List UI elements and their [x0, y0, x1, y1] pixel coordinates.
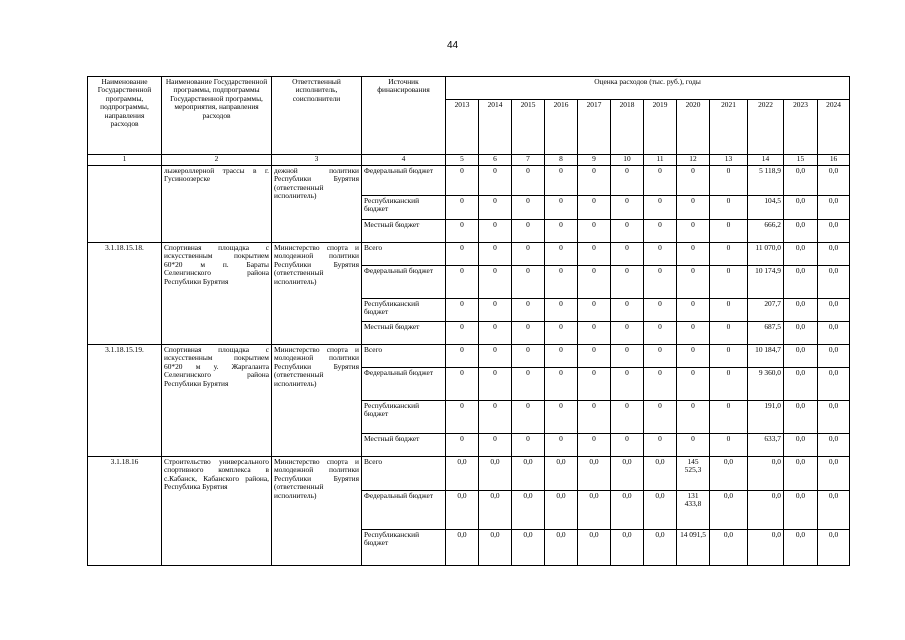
expense-value: 0 — [545, 243, 578, 266]
column-number: 6 — [479, 155, 512, 166]
expense-value: 0 — [644, 299, 677, 322]
expense-value: 0,0 — [512, 457, 545, 491]
expense-value: 0 — [611, 434, 644, 457]
expense-value: 0,0 — [748, 457, 784, 491]
expense-value: 0 — [578, 322, 611, 345]
funding-source: Всего — [362, 345, 446, 368]
funding-source: Федеральный бюджет — [362, 166, 446, 196]
expense-value: 0 — [644, 196, 677, 220]
expense-value: 5 118,9 — [748, 166, 784, 196]
expense-value: 0 — [644, 434, 677, 457]
funding-source: Местный бюджет — [362, 220, 446, 243]
program-code: 3.1.18.15.19. — [88, 345, 162, 457]
event-name: Спортивная площадка с искусственным покрытием 60*20 м у. Жаргаланта Селенгинского района Республики Бурятия — [162, 345, 272, 457]
expense-value: 0 — [446, 322, 479, 345]
table-row — [88, 345, 850, 368]
expense-value: 0 — [446, 299, 479, 322]
expense-value: 0,0 — [446, 530, 479, 566]
expense-value: 0 — [644, 266, 677, 299]
expense-value: 0 — [710, 196, 748, 220]
header-source: Источник финансирования — [362, 77, 446, 155]
expense-value: 0,0 — [818, 345, 850, 368]
expense-value: 0,0 — [545, 530, 578, 566]
column-number: 5 — [446, 155, 479, 166]
expense-value: 0,0 — [784, 368, 818, 401]
header-year: 2013 — [446, 100, 479, 155]
expense-value: 0,0 — [512, 530, 545, 566]
expense-value: 0 — [611, 299, 644, 322]
expense-value: 0 — [446, 401, 479, 434]
header-year: 2018 — [611, 100, 644, 155]
expense-value: 0 — [512, 368, 545, 401]
expense-value: 0 — [677, 345, 710, 368]
header-year: 2016 — [545, 100, 578, 155]
expense-value: 0 — [710, 368, 748, 401]
expense-value: 0 — [479, 266, 512, 299]
expense-value: 0,0 — [644, 491, 677, 530]
header-year: 2019 — [644, 100, 677, 155]
program-code: 3.1.18.15.18. — [88, 243, 162, 345]
expense-value: 0,0 — [479, 530, 512, 566]
column-number: 3 — [272, 155, 362, 166]
header-year: 2024 — [818, 100, 850, 155]
expense-value: 0 — [677, 434, 710, 457]
page-number: 44 — [446, 40, 459, 51]
expense-value: 0 — [512, 266, 545, 299]
expense-value: 0 — [611, 368, 644, 401]
expense-value: 0 — [677, 166, 710, 196]
expense-value: 0 — [479, 368, 512, 401]
funding-source: Федеральный бюджет — [362, 491, 446, 530]
expense-value: 0,0 — [818, 220, 850, 243]
expense-value: 0,0 — [818, 196, 850, 220]
expense-value: 0 — [512, 322, 545, 345]
funding-source: Республиканский бюджет — [362, 299, 446, 322]
column-number: 14 — [748, 155, 784, 166]
expense-value: 0 — [446, 368, 479, 401]
expense-value: 0,0 — [479, 491, 512, 530]
expense-value: 10 174,9 — [748, 266, 784, 299]
expense-value: 0,0 — [578, 530, 611, 566]
expense-value: 0 — [677, 368, 710, 401]
expense-value: 145 525,3 — [677, 457, 710, 491]
expense-value: 0,0 — [710, 491, 748, 530]
expense-value: 0,0 — [784, 530, 818, 566]
expense-value: 0,0 — [818, 266, 850, 299]
expense-value: 0 — [644, 368, 677, 401]
expense-value: 0 — [578, 166, 611, 196]
expense-value: 0 — [710, 322, 748, 345]
expense-value: 0,0 — [545, 491, 578, 530]
expense-value: 0,0 — [512, 491, 545, 530]
expense-value: 0 — [578, 266, 611, 299]
expense-value: 0 — [512, 220, 545, 243]
expense-value: 0,0 — [818, 491, 850, 530]
responsible-executor: дежной политики Республики Бурятия (ответственный исполнитель) — [272, 166, 362, 243]
column-number: 4 — [362, 155, 446, 166]
table-row — [88, 457, 850, 491]
expense-value: 0 — [578, 368, 611, 401]
expense-value: 0 — [644, 166, 677, 196]
expense-value: 0,0 — [818, 530, 850, 566]
expense-value: 0 — [545, 166, 578, 196]
expense-value: 0,0 — [710, 457, 748, 491]
expense-value: 0 — [545, 368, 578, 401]
expense-value: 0,0 — [578, 457, 611, 491]
expense-value: 0 — [578, 345, 611, 368]
responsible-executor: Министерство спорта и молодежной политики Республики Бурятия (ответственный исполнитель) — [272, 243, 362, 345]
expense-value: 0 — [611, 243, 644, 266]
program-code: 3.1.18.16 — [88, 457, 162, 566]
expense-value: 9 360,0 — [748, 368, 784, 401]
expense-value: 0,0 — [479, 457, 512, 491]
column-number: 2 — [162, 155, 272, 166]
expense-value: 0 — [545, 299, 578, 322]
expense-value: 0 — [512, 434, 545, 457]
funding-source: Всего — [362, 457, 446, 491]
expense-value: 0 — [710, 243, 748, 266]
header-event: Наименование Государственной программы, подпрограммы Государственной программы, мероприятия, направления расходов — [162, 77, 272, 155]
expense-value: 0,0 — [784, 457, 818, 491]
expense-value: 0,0 — [446, 491, 479, 530]
expense-value: 0 — [677, 243, 710, 266]
expense-value: 0,0 — [818, 243, 850, 266]
expense-value: 0 — [677, 322, 710, 345]
funding-source: Республиканский бюджет — [362, 196, 446, 220]
expense-value: 0 — [611, 401, 644, 434]
expense-value: 0 — [611, 345, 644, 368]
expense-value: 0 — [512, 401, 545, 434]
expense-value: 0,0 — [611, 491, 644, 530]
expense-value: 0 — [512, 196, 545, 220]
expense-value: 0,0 — [748, 530, 784, 566]
expense-value: 0,0 — [784, 345, 818, 368]
expense-value: 0 — [611, 166, 644, 196]
expense-value: 0 — [677, 401, 710, 434]
expense-value: 0 — [644, 220, 677, 243]
expense-value: 0 — [479, 401, 512, 434]
expense-value: 0 — [512, 166, 545, 196]
header-year: 2014 — [479, 100, 512, 155]
expense-value: 14 091,5 — [677, 530, 710, 566]
expense-value: 0,0 — [748, 491, 784, 530]
expense-value: 0,0 — [784, 196, 818, 220]
expense-value: 0 — [545, 434, 578, 457]
expense-value: 0,0 — [818, 401, 850, 434]
expense-value: 0 — [479, 434, 512, 457]
header-year: 2022 — [748, 100, 784, 155]
column-number: 8 — [545, 155, 578, 166]
expense-value: 0 — [512, 299, 545, 322]
expense-value: 633,7 — [748, 434, 784, 457]
expense-value: 0 — [677, 196, 710, 220]
expense-value: 11 070,0 — [748, 243, 784, 266]
header-responsible: Ответственный исполнитель, соисполнители — [272, 77, 362, 155]
responsible-executor: Министерство спорта и молодежной политики Республики Бурятия (ответственный исполнитель) — [272, 457, 362, 566]
expense-value: 0 — [710, 434, 748, 457]
funding-source: Федеральный бюджет — [362, 368, 446, 401]
expense-value: 0,0 — [818, 166, 850, 196]
column-number: 13 — [710, 155, 748, 166]
funding-source: Всего — [362, 243, 446, 266]
expense-value: 0 — [446, 166, 479, 196]
column-number: 9 — [578, 155, 611, 166]
expense-value: 0,0 — [784, 434, 818, 457]
column-number: 11 — [644, 155, 677, 166]
expense-value: 0,0 — [611, 457, 644, 491]
expense-value: 0,0 — [644, 457, 677, 491]
column-number: 15 — [784, 155, 818, 166]
responsible-executor: Министерство спорта и молодежной политики Республики Бурятия (ответственный исполнитель) — [272, 345, 362, 457]
event-name: Спортивная площадка с искусственным покрытием 60*20 м п. Бараты Селенгинского района Республики Бурятия — [162, 243, 272, 345]
header-estimate: Оценка расходов (тыс. руб.), годы — [446, 77, 850, 100]
expense-value: 0,0 — [545, 457, 578, 491]
expense-value: 0 — [578, 401, 611, 434]
funding-source: Республиканский бюджет — [362, 530, 446, 566]
expense-value: 0 — [677, 266, 710, 299]
expense-value: 0 — [479, 299, 512, 322]
expense-value: 0,0 — [818, 368, 850, 401]
expense-value: 0 — [644, 243, 677, 266]
expense-value: 0,0 — [784, 243, 818, 266]
expense-value: 0 — [578, 196, 611, 220]
expense-value: 0,0 — [644, 530, 677, 566]
expense-value: 0 — [479, 196, 512, 220]
expense-value: 0 — [446, 243, 479, 266]
expense-value: 0 — [545, 401, 578, 434]
expense-value: 0 — [611, 220, 644, 243]
header-year: 2023 — [784, 100, 818, 155]
expense-value: 0 — [710, 266, 748, 299]
expense-value: 0 — [578, 243, 611, 266]
header-year: 2020 — [677, 100, 710, 155]
expense-value: 0 — [446, 345, 479, 368]
expense-value: 104,5 — [748, 196, 784, 220]
expense-value: 131 433,8 — [677, 491, 710, 530]
expense-value: 0 — [545, 196, 578, 220]
funding-source: Республиканский бюджет — [362, 401, 446, 434]
expense-value: 0,0 — [578, 491, 611, 530]
expense-value: 0 — [710, 220, 748, 243]
expense-value: 0,0 — [611, 530, 644, 566]
expense-value: 0 — [611, 322, 644, 345]
expense-value: 0,0 — [784, 166, 818, 196]
column-number: 12 — [677, 155, 710, 166]
expense-value: 0 — [446, 220, 479, 243]
expense-value: 0,0 — [784, 266, 818, 299]
header-program: Наименование Государственной программы, подпрограммы, направления расходов — [88, 77, 162, 155]
expense-value: 0 — [710, 166, 748, 196]
header-year: 2017 — [578, 100, 611, 155]
expense-value: 191,0 — [748, 401, 784, 434]
expense-value: 0,0 — [784, 401, 818, 434]
expense-value: 0 — [446, 196, 479, 220]
funding-source: Местный бюджет — [362, 322, 446, 345]
funding-source: Федеральный бюджет — [362, 266, 446, 299]
expense-value: 0 — [644, 322, 677, 345]
expense-value: 0 — [644, 345, 677, 368]
expense-value: 10 184,7 — [748, 345, 784, 368]
expense-value: 666,2 — [748, 220, 784, 243]
expense-value: 0 — [578, 299, 611, 322]
expense-value: 0 — [710, 299, 748, 322]
expense-value: 0,0 — [446, 457, 479, 491]
expense-value: 0,0 — [818, 322, 850, 345]
expense-value: 0 — [446, 266, 479, 299]
expense-value: 0 — [677, 220, 710, 243]
header-year: 2021 — [710, 100, 748, 155]
expense-value: 0 — [479, 322, 512, 345]
column-number: 7 — [512, 155, 545, 166]
expense-value: 0 — [578, 220, 611, 243]
expense-value: 0 — [710, 345, 748, 368]
funding-source: Местный бюджет — [362, 434, 446, 457]
expense-value: 0,0 — [818, 434, 850, 457]
column-number: 10 — [611, 155, 644, 166]
expense-value: 0 — [578, 434, 611, 457]
expense-value: 0,0 — [784, 220, 818, 243]
expense-value: 0 — [611, 266, 644, 299]
expense-value: 0 — [611, 196, 644, 220]
table-row — [88, 166, 850, 196]
expense-value: 0 — [446, 434, 479, 457]
header-year: 2015 — [512, 100, 545, 155]
expense-value: 0 — [545, 322, 578, 345]
budget-table — [87, 76, 850, 566]
expense-value: 0 — [677, 299, 710, 322]
expense-value: 0 — [512, 345, 545, 368]
event-name: Строительство универсального спортивного комплекса в с.Кабанск, Кабанского района, Республика Бурятия — [162, 457, 272, 566]
expense-value: 0,0 — [784, 322, 818, 345]
expense-value: 0 — [479, 243, 512, 266]
expense-value: 0 — [545, 220, 578, 243]
expense-value: 0 — [545, 266, 578, 299]
column-number: 16 — [818, 155, 850, 166]
event-name: лыжероллерной трассы в г. Гусиноозерске — [162, 166, 272, 243]
expense-value: 0,0 — [818, 457, 850, 491]
expense-value: 0 — [512, 243, 545, 266]
expense-value: 207,7 — [748, 299, 784, 322]
table-row — [88, 243, 850, 266]
expense-value: 0,0 — [818, 299, 850, 322]
expense-value: 0,0 — [710, 530, 748, 566]
expense-value: 0,0 — [784, 491, 818, 530]
expense-value: 0,0 — [784, 299, 818, 322]
expense-value: 687,5 — [748, 322, 784, 345]
column-number: 1 — [88, 155, 162, 166]
expense-value: 0 — [644, 401, 677, 434]
expense-value: 0 — [479, 166, 512, 196]
expense-value: 0 — [545, 345, 578, 368]
expense-value: 0 — [479, 220, 512, 243]
expense-value: 0 — [479, 345, 512, 368]
expense-value: 0 — [710, 401, 748, 434]
program-code — [88, 166, 162, 243]
